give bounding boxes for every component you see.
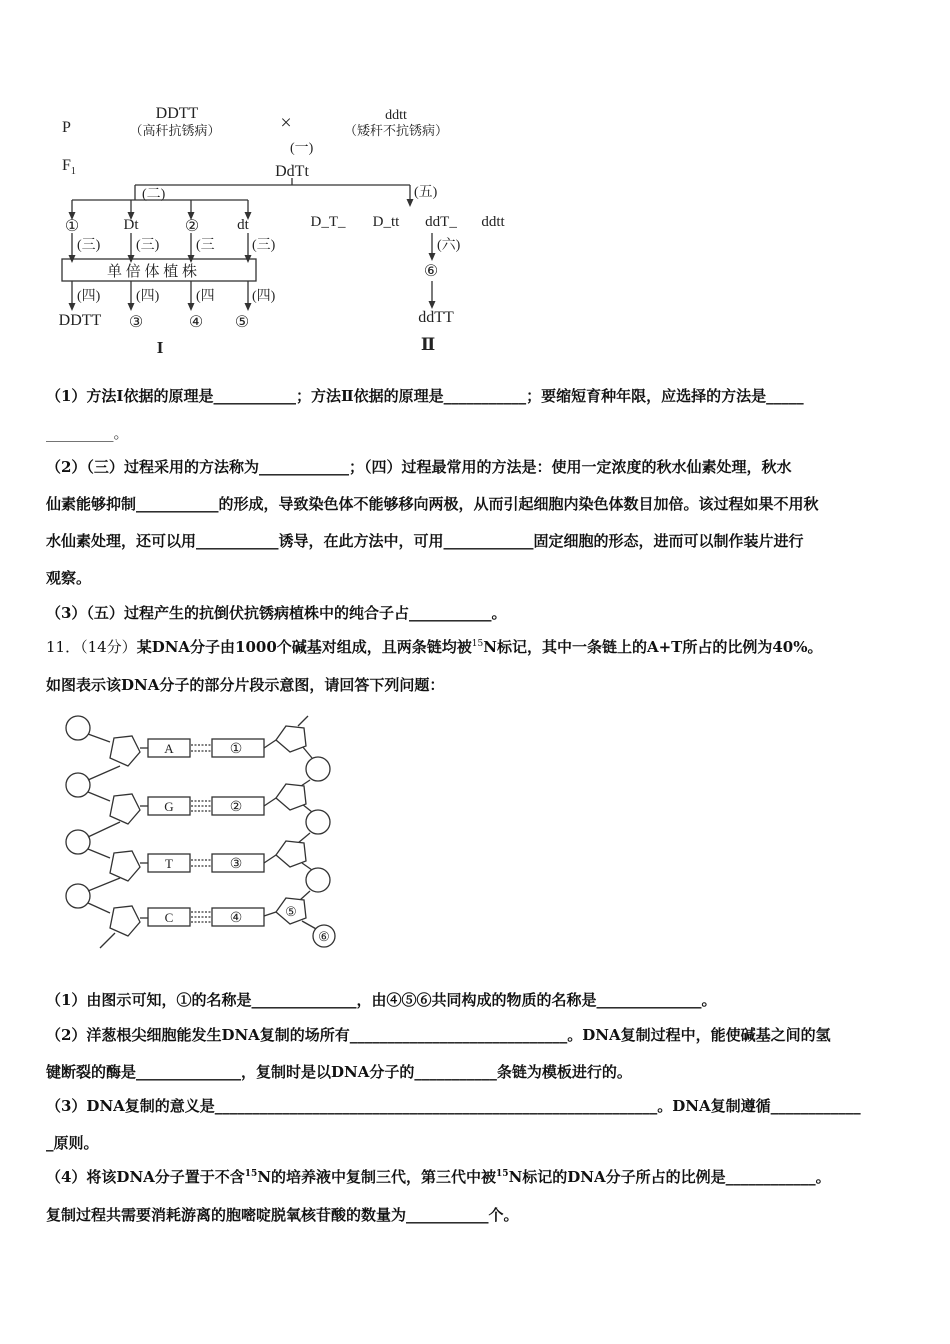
- phosphate-left-4: [66, 884, 90, 908]
- step4-label-3: (四: [196, 289, 215, 304]
- gamete-1: ①: [64, 218, 80, 235]
- q11-number: 11．: [46, 638, 81, 656]
- q11-header: [46, 636, 908, 658]
- method-2-label: Ⅱ: [420, 335, 436, 354]
- q11-part4-sup1: 15: [244, 1169, 258, 1179]
- f2-genotype-2: D_tt: [372, 214, 400, 230]
- q10-part2-line2: 仙素能够抑制___________的形成，导致染色体不能够移向两极，从而引起细胞内染色体数目加倍。该过程如果不用秋: [46, 495, 819, 513]
- q10-part3: （3）（五）过程产生的抗倒伏抗锈病植株中的纯合子占___________。: [46, 604, 507, 622]
- step6-label: (六): [437, 238, 461, 253]
- q11-stem-a: 某DNA分子由1000个碱基对组成，且两条链均被: [136, 638, 472, 656]
- q10-part2-line4: 观察。: [46, 569, 92, 587]
- q10-part2-line3: 水仙素处理，还可以用___________诱导，在此方法中，可用____________固定细胞的形态，进而可以制作装片进行: [46, 532, 804, 550]
- step3-label-1: (三): [77, 238, 101, 253]
- q11-part2-line2: 键断裂的酶是______________，复制时是以DNA分子的___________条链为模板进行的。: [46, 1063, 632, 1081]
- q10-part1-line2: _________。: [46, 424, 129, 442]
- step5-label: (五): [414, 185, 438, 200]
- f1-generation-label: $F_1$: [62, 157, 76, 177]
- q11-part2-line1: （2）洋葱根尖细胞能发生DNA复制的场所有_____________________________。DNA复制过程中，能使碱基之间的氢: [46, 1026, 831, 1044]
- f2-genotype-1: D_T_: [310, 214, 346, 230]
- base-g: G: [164, 799, 174, 814]
- haploid-plant-box: 单 倍 体 植 株: [106, 264, 198, 280]
- base-label-3: ③: [229, 857, 243, 872]
- q11-part4-c: N标记的DNA分子所占的比例是____________。: [508, 1168, 831, 1186]
- gamete-4: dt: [237, 217, 249, 233]
- step1-label: (一): [290, 141, 314, 156]
- q11-part4-sup2: 15: [496, 1169, 509, 1179]
- base-a: A: [164, 741, 174, 756]
- phosphate-right-3: [306, 868, 330, 892]
- step2-label: (二): [142, 187, 166, 202]
- circle-6: ⑥: [423, 263, 439, 280]
- q11-score: （14分）: [80, 638, 137, 656]
- phosphate-left-2: [66, 773, 90, 797]
- q11-part3-line2: _原则。: [46, 1134, 99, 1152]
- q10-part2-line1: （2）（三）过程采用的方法称为____________；（四）过程最常用的方法是：使用一定浓度的秋水仙素处理，秋水: [46, 458, 792, 476]
- gamete-2: Dt: [123, 217, 139, 233]
- base-t: T: [165, 856, 173, 871]
- q11-isotope-sup: 15: [471, 639, 484, 649]
- method-1-label: I: [156, 338, 164, 357]
- q11-part3-line1: （3）DNA复制的意义是___________________________________________________________。DNA复制遵循____________: [46, 1097, 861, 1115]
- q11-stem-b: N标记，其中一条链上的A+T所占的比例为40%。: [483, 638, 823, 656]
- q11-part4-a: （4）将该DNA分子置于不含: [46, 1168, 245, 1186]
- phosphate-right-1: [306, 757, 330, 781]
- phosphate-label-6: ⑥: [318, 929, 330, 944]
- dna-fragment-diagram: [50, 708, 350, 960]
- sugar-label-5: ⑤: [285, 904, 297, 919]
- step3-label-4: (三): [252, 238, 276, 253]
- parent1-trait: （高秆抗锈病）: [129, 123, 221, 138]
- cross-symbol: ×: [280, 112, 292, 134]
- breeding-diagram: [0, 0, 560, 365]
- phosphate-left-3: [66, 830, 90, 854]
- q11-part4-line1: [46, 1166, 908, 1188]
- phosphate-right-2: [306, 810, 330, 834]
- f2-genotype-4: ddtt: [481, 214, 505, 230]
- base-label-1: ①: [229, 742, 243, 757]
- f1-genotype: DdTt: [275, 163, 309, 180]
- result-ddtt-left: DDTT: [58, 312, 102, 329]
- q11-header-line2: 如图表示该DNA分子的部分片段示意图，请回答下列问题：: [46, 676, 445, 694]
- step4-label-1: (四): [77, 289, 101, 304]
- f2-genotype-3: ddT_: [425, 214, 457, 230]
- parent1-genotype: DDTT: [155, 105, 199, 122]
- result-3: ③: [128, 314, 144, 331]
- step3-label-2: (三): [136, 238, 160, 253]
- p-generation-label: P: [62, 119, 71, 136]
- q11-part4-line2: 复制过程共需要消耗游离的胞嘧啶脱氧核苷酸的数量为___________个。: [46, 1206, 519, 1224]
- base-c: C: [164, 910, 174, 925]
- phosphate-left-1: [66, 716, 90, 740]
- base-label-2: ②: [229, 800, 243, 815]
- result-4: ④: [188, 314, 204, 331]
- step4-label-4: (四): [252, 289, 276, 304]
- gamete-3: ②: [184, 218, 200, 235]
- result-5: ⑤: [234, 314, 250, 331]
- base-label-4: ④: [229, 911, 243, 926]
- q11-part4-b: N的培养液中复制三代，第三代中被: [257, 1168, 497, 1186]
- q10-part1-line1: （1）方法Ⅰ依据的原理是___________；方法Ⅱ依据的原理是___________；要缩短育种年限，应选择的方法是_____: [46, 387, 804, 405]
- step3-label-3: (三: [196, 238, 215, 253]
- step4-label-2: (四): [136, 289, 160, 304]
- q11-part1: （1）由图示可知，①的名称是______________，由④⑤⑥共同构成的物质的名称是______________。: [46, 991, 717, 1009]
- parent2-trait: （矮秆不抗锈病）: [343, 123, 449, 138]
- result-ddtt-right: ddTT: [418, 309, 454, 326]
- parent2-genotype: ddtt: [385, 108, 407, 123]
